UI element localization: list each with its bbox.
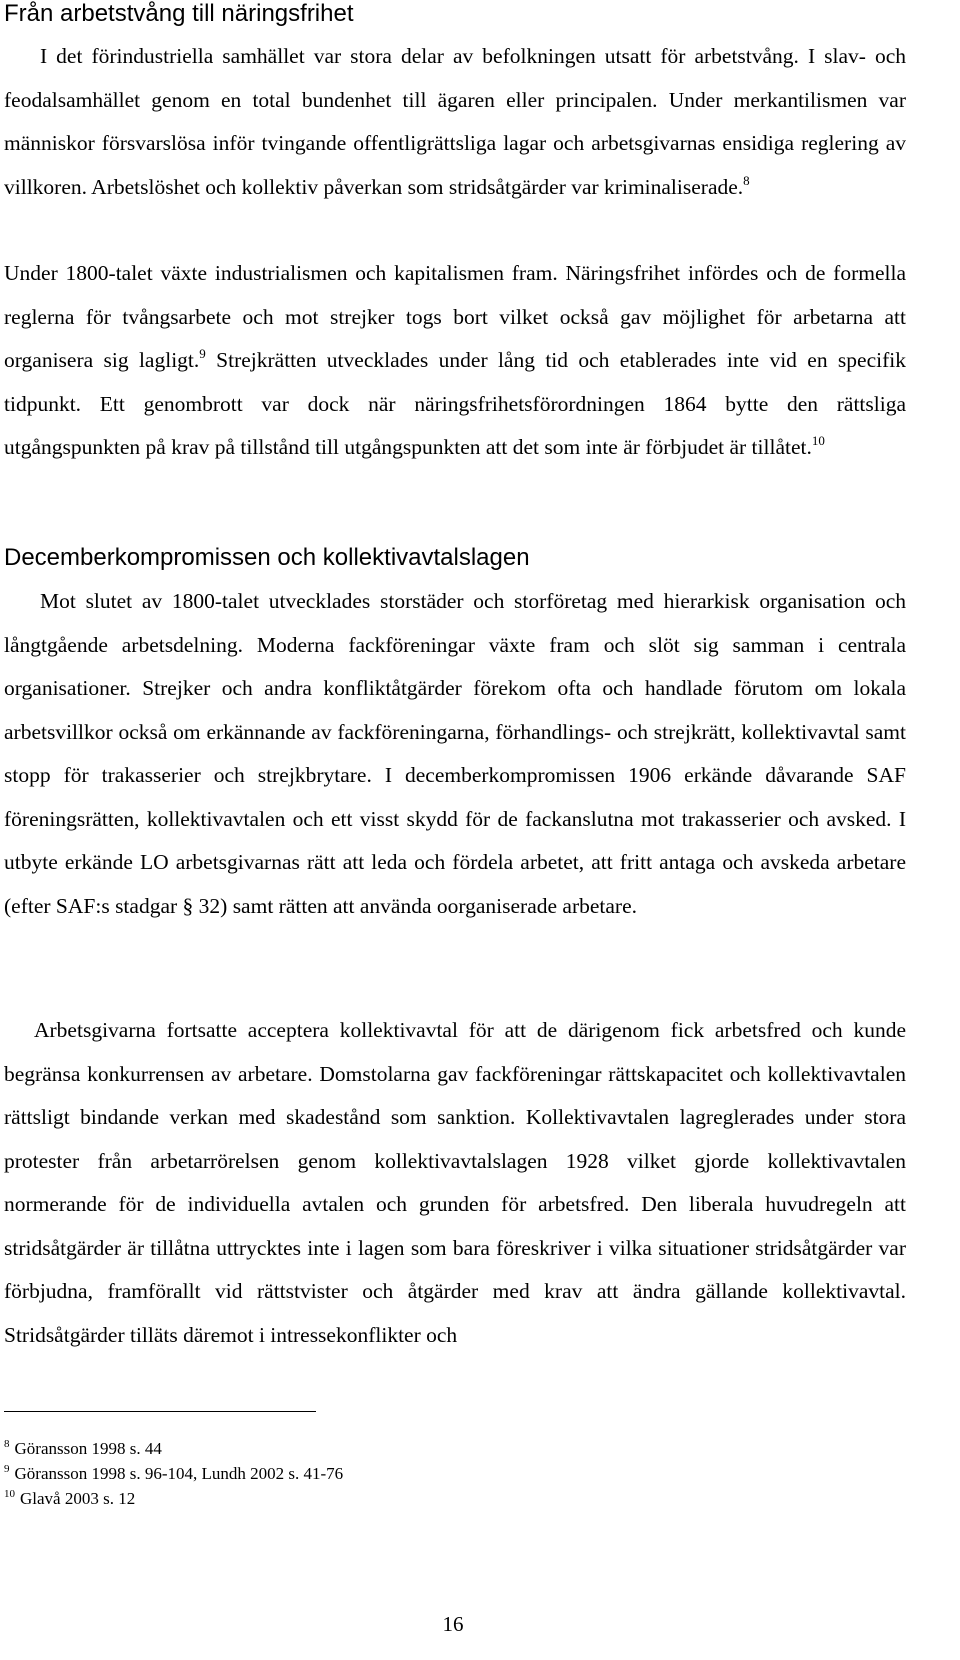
footnote-ref[interactable]: 9 xyxy=(199,346,206,361)
paragraph-text: Under 1800-talet växte industrialismen och kapitalismen fram. Näringsfrihet infördes och de formella reglerna för tvångsarbete och mot strejker togs bort vilket också gav möjlighet för arbetarna att organisera sig lagligt. xyxy=(4,261,906,372)
page-number: 16 xyxy=(442,1612,464,1636)
footnote-number: 9 xyxy=(4,1463,10,1475)
section-heading-naringsfrihet: Från arbetstvång till näringsfrihet xyxy=(4,0,354,27)
footnote-separator xyxy=(4,1411,316,1412)
footnote-number: 8 xyxy=(4,1438,10,1450)
footnote-item xyxy=(4,1486,343,1511)
paragraph-industrialism xyxy=(4,252,906,470)
footnote-text: Göransson 1998 s. 96-104, Lundh 2002 s. 41-76 xyxy=(14,1464,344,1483)
paragraph-text: I det förindustriella samhället var stora delar av befolkningen utsatt för arbetstvång. I slav- och feodalsamhället genom en total bundenhet till ägaren eller principalen. Under merkantilismen var människor försvarslösa inför tvingande offentligrättsliga lagar och arbetsgivarnas ensidiga reglering av villkoren. Arbetslöshet och kollektiv påverkan som stridsåtgärder var kriminaliserade. xyxy=(4,44,906,199)
footnote-item xyxy=(4,1436,343,1461)
footnote-number: 10 xyxy=(4,1488,15,1500)
paragraph-decemberkompromissen: Mot slutet av 1800-talet utvecklades storstäder och storföretag med hierarkisk organisation och långtgående arbetsdelning. Moderna fackföreningar växte fram och slöt sig samman i centrala organisationer. Strejker och andra konfliktåtgärder förekom ofta och handlade förutom om lokala arbetsvillkor också om erkännande av fackföreningarna, förhandlings- och strejkrätt, kollektivavtal samt stopp för trakasserier och strejkbrytare. I decemberkompromissen 1906 erkände dåvarande SAF föreningsrätten, kollektivavtalen och ett visst skydd för de fackanslutna mot trakasserier och avsked. I utbyte erkände LO arbetsgivarnas rätt att leda och fördela arbetet, att fritt antaga och avskeda arbetare (efter SAF:s stadgar § 32) samt rätten att använda oorganiserade arbetare. xyxy=(4,589,906,918)
paragraph-kollektivavtalslagen: Arbetsgivarna fortsatte acceptera kollektivavtal för att de därigenom fick arbetsfred och kunde begränsa konkurrensen av arbetare. Domstolarna gav fackföreningar rättskapacitet och kollektivavtalen rättsligt bindande verkan med skadestånd som sanktion. Kollektivavtalen lagreglerades under stora protester från arbetarrörelsen genom kollektivavtalslagen 1928 vilket gjorde kollektivavtalen normerande för de individuella avtalen och grunden för arbetsfred. Den liberala huvudregeln att stridsåtgärder är tillåtna uttrycktes inte i lagen som bara föreskriver i vilka situationer stridsåtgärder var förbjudna, framförallt vid rättstvister och åtgärder med krav att ändra gällande kollektivavtal. Stridsåtgärder tilläts däremot i intressekonflikter och xyxy=(4,1018,906,1347)
footnote-ref[interactable]: 8 xyxy=(743,172,750,188)
paragraph-text: Strejkrätten utvecklades under lång tid och etablerades inte vid en specifik tidpunkt. Ett genombrott var dock när näringsfrihetsförordningen 1864 bytte den rättsliga utgångspunkten på krav på tillstånd till utgångspunkten att det som inte är förbjudet är tillåtet. xyxy=(4,348,906,459)
footnote-item xyxy=(4,1461,343,1486)
section-heading-decemberkompromissen: Decemberkompromissen och kollektivavtalslagen xyxy=(4,544,530,571)
footnote-text: Glavå 2003 s. 12 xyxy=(20,1489,136,1508)
footnote-ref[interactable]: 10 xyxy=(811,433,825,448)
footnotes xyxy=(4,1436,343,1511)
footnote-text: Göransson 1998 s. 44 xyxy=(14,1439,162,1458)
paragraph-arbetstvang xyxy=(4,35,906,209)
